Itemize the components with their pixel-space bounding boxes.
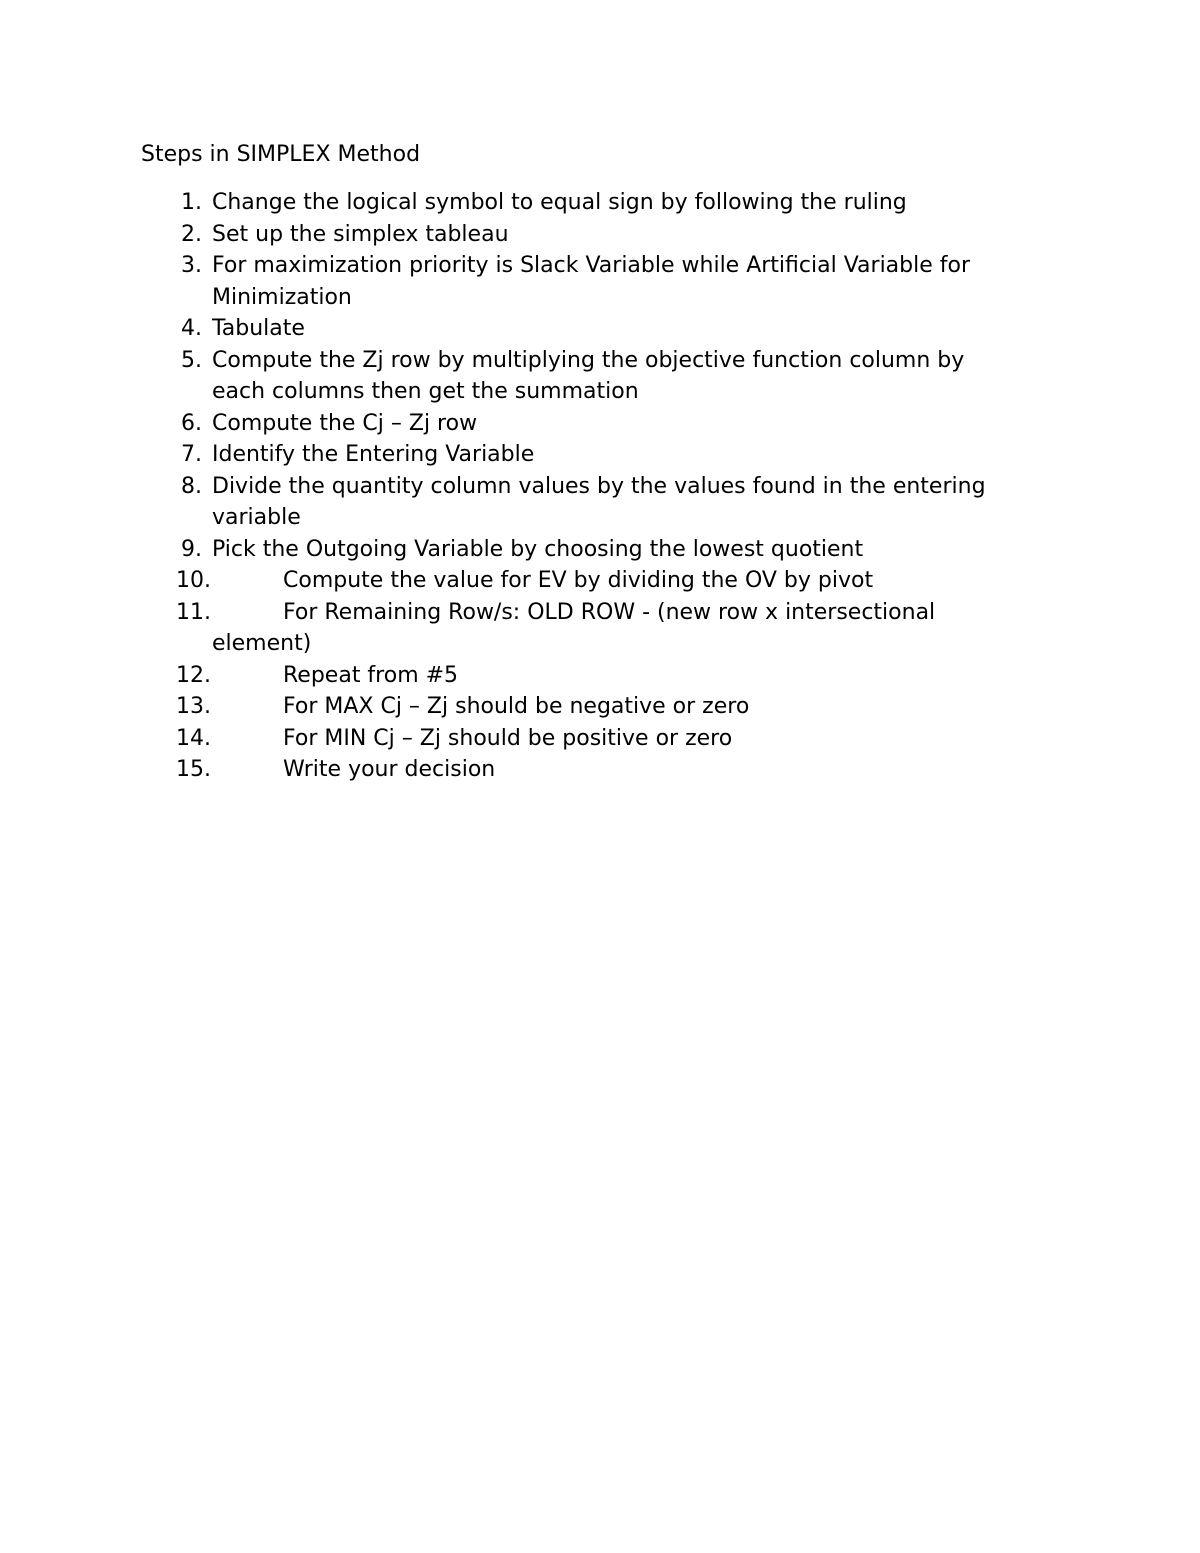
step-text: element) <box>212 631 312 656</box>
step-text: Divide the quantity column values by the values found in the entering <box>212 473 986 499</box>
step-number: 5. <box>181 347 202 373</box>
page-title: Steps in SIMPLEX Method <box>141 142 421 167</box>
step-text: Compute the value for EV by dividing the OV by pivot <box>283 568 874 593</box>
step-item <box>0 754 1200 786</box>
step-text: Change the logical symbol to equal sign by following the ruling <box>212 190 907 215</box>
step-item <box>0 408 1200 440</box>
step-number: 6. <box>181 410 202 436</box>
step-text: For MIN Cj – Zj should be positive or zero <box>283 725 733 751</box>
step-number: 4. <box>181 316 202 341</box>
step-text: Tabulate <box>212 316 305 341</box>
step-item <box>0 660 1200 692</box>
step-text: For maximization priority is Slack Variable while Artificial Variable for <box>212 253 971 278</box>
step-number: 15. <box>176 757 211 782</box>
step-number: 7. <box>181 442 202 467</box>
step-item <box>0 187 1200 219</box>
step-text: Compute the Cj – Zj row <box>212 410 478 436</box>
step-number: 12. <box>176 662 211 688</box>
step-text: Write your decision <box>283 757 496 782</box>
step-text: Minimization <box>212 284 352 310</box>
step-number: 14. <box>176 725 211 751</box>
step-number: 8. <box>181 473 202 499</box>
step-text: Repeat from #5 <box>283 662 459 688</box>
step-number: 3. <box>181 253 202 278</box>
step-item <box>0 219 1200 251</box>
step-text: Identify the Entering Variable <box>212 442 535 467</box>
step-number: 13. <box>176 694 211 719</box>
step-number: 2. <box>181 221 202 247</box>
step-item <box>0 471 1200 534</box>
step-item <box>0 313 1200 345</box>
step-number: 1. <box>181 190 202 215</box>
step-item <box>0 250 1200 313</box>
step-number: 9. <box>181 536 202 562</box>
step-item <box>0 565 1200 597</box>
step-item <box>0 534 1200 566</box>
step-item <box>0 439 1200 471</box>
step-text: each columns then get the summation <box>212 379 639 404</box>
step-text: For MAX Cj – Zj should be negative or zero <box>283 694 750 719</box>
step-item <box>0 597 1200 660</box>
step-text: Pick the Outgoing Variable by choosing the lowest quotient <box>212 536 864 562</box>
step-number: 10. <box>176 568 211 593</box>
step-item <box>0 723 1200 755</box>
step-number: 11. <box>176 599 211 625</box>
step-text: For Remaining Row/s: OLD ROW - (new row x intersectional <box>283 599 936 625</box>
step-text: Compute the Zj row by multiplying the objective function column by <box>212 347 965 373</box>
step-text: Set up the simplex tableau <box>212 221 509 247</box>
step-item <box>0 345 1200 408</box>
step-text: variable <box>212 505 301 530</box>
step-item <box>0 691 1200 723</box>
